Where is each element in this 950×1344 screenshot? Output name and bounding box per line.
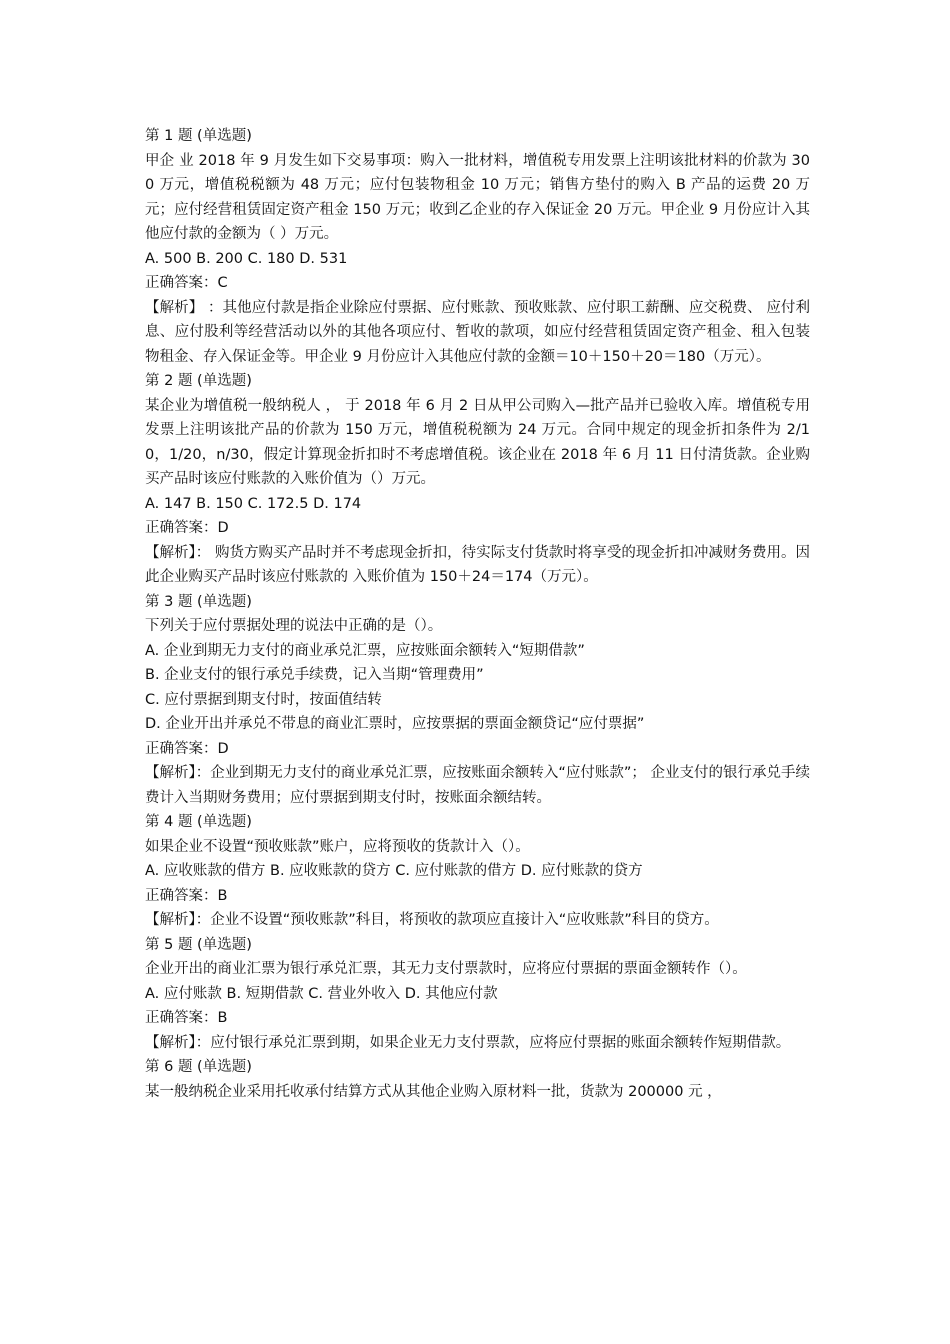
option-d: D. 企业开出并承兑不带息的商业汇票时，应按票据的票面金额贷记“应付票据” (145, 716, 645, 732)
correct-answer: 正确答案：C (145, 275, 228, 291)
question-1 (145, 124, 810, 369)
question-stem: 某一般纳税企业采用托收承付结算方式从其他企业购入原材料一批，货款为 200000 元 ， (145, 1083, 722, 1100)
question-6 (145, 1055, 810, 1104)
question-stem: 甲企 业 2018 年 9 月发生如下交易事项：购入一批材料，增值税专用发票上注明该批材料的价款为 300 万元，增值税税额为 48 万元；应付包装物租金 10 万元；销售方垫付的购入 B 产品的运费 20 万元；应付经营租赁固定资产租金 150 万元；收到乙企业的存入保证金 20 万元。甲企业 9 月份应计入其他应付款的金额为（ ）万元。 (145, 152, 810, 242)
option-a: A. 企业到期无力支付的商业承兑汇票，应按账面余额转入“短期借款” (145, 642, 585, 659)
correct-answer: 正确答案：B (145, 1010, 228, 1026)
answer-analysis: 【解析】 ：其他应付款是指企业除应付票据、应付账款、预收账款、应付职工薪酬、应交税费、 应付利息、应付股利等经营活动以外的其他各项应付、暂收的款项，如应付经营租赁固定资产租金、租入包装物租金、存入保证金等。甲企业 9 月份应计入其他应付款的金额＝10＋150＋20＝180（万元）。 (145, 299, 810, 365)
correct-answer: 正确答案：B (145, 887, 228, 904)
answer-analysis: 【解析】：企业不设置“预收账款”科目，将预收的款项应直接计入“应收账款”科目的贷方。 (145, 912, 719, 928)
question-stem: 某企业为增值税一般纳税人 ， 于 2018 年 6 月 2 日从甲公司购入—批产品并已验收入库。增值税专用发票上注明该批产品的价款为 150 万元，增值税税额为 24 万元。合同中规定的现金折扣条件为 2/10，1/20，n/30，假定计算现金折扣时不考虑增值税。该企业在 2018 年 6 月 11 日付清货款。企业购买产品时该应付账款的入账价值为（）万元。 (145, 397, 810, 487)
question-header: 第 6 题 (单选题) (145, 1059, 252, 1075)
question-stem: 下列关于应付票据处理的说法中正确的是（）。 (145, 618, 443, 634)
question-header: 第 4 题 (单选题) (145, 814, 252, 830)
question-options: A. 应收账款的借方 B. 应收账款的贷方 C. 应付账款的借方 D. 应付账款的贷方 (145, 863, 643, 879)
question-options: A. 500 B. 200 C. 180 D. 531 (145, 250, 348, 267)
question-stem: 如果企业不设置“预收账款”账户，应将预收的货款计入（）。 (145, 838, 530, 855)
question-options: A. 应付账款 B. 短期借款 C. 营业外收入 D. 其他应付款 (145, 985, 498, 1002)
question-options: A. 147 B. 150 C. 172.5 D. 174 (145, 495, 362, 512)
question-3 (145, 590, 810, 811)
correct-answer: 正确答案：D (145, 740, 229, 757)
option-c: C. 应付票据到期支付时，按面值结转 (145, 691, 382, 708)
question-header: 第 3 题 (单选题) (145, 593, 252, 610)
answer-analysis: 【解析】： 购货方购买产品时并不考虑现金折扣，待实际支付货款时将享受的现金折扣冲减财务费用。因此企业购买产品时该应付账款的 入账价值为 150＋24＝174（万元）。 (145, 544, 810, 585)
answer-analysis: 【解析】：企业到期无力支付的商业承兑汇票，应按账面余额转入“应付账款”； 企业支付的银行承兑手续费计入当期财务费用；应付票据到期支付时，按账面余额结转。 (145, 765, 810, 806)
question-4 (145, 810, 810, 933)
question-5 (145, 933, 810, 1056)
question-header: 第 2 题 (单选题) (145, 373, 252, 389)
question-stem: 企业开出的商业汇票为银行承兑汇票，其无力支付票款时，应将应付票据的票面金额转作（）。 (145, 961, 747, 977)
answer-analysis: 【解析】：应付银行承兑汇票到期，如果企业无力支付票款，应将应付票据的账面余额转作短期借款。 (145, 1034, 791, 1051)
question-header: 第 5 题 (单选题) (145, 936, 252, 953)
question-2 (145, 369, 810, 590)
question-header: 第 1 题 (单选题) (145, 128, 252, 144)
correct-answer: 正确答案：D (145, 520, 229, 536)
option-b: B. 企业支付的银行承兑手续费，记入当期“管理费用” (145, 667, 484, 683)
document-page (145, 124, 810, 1104)
